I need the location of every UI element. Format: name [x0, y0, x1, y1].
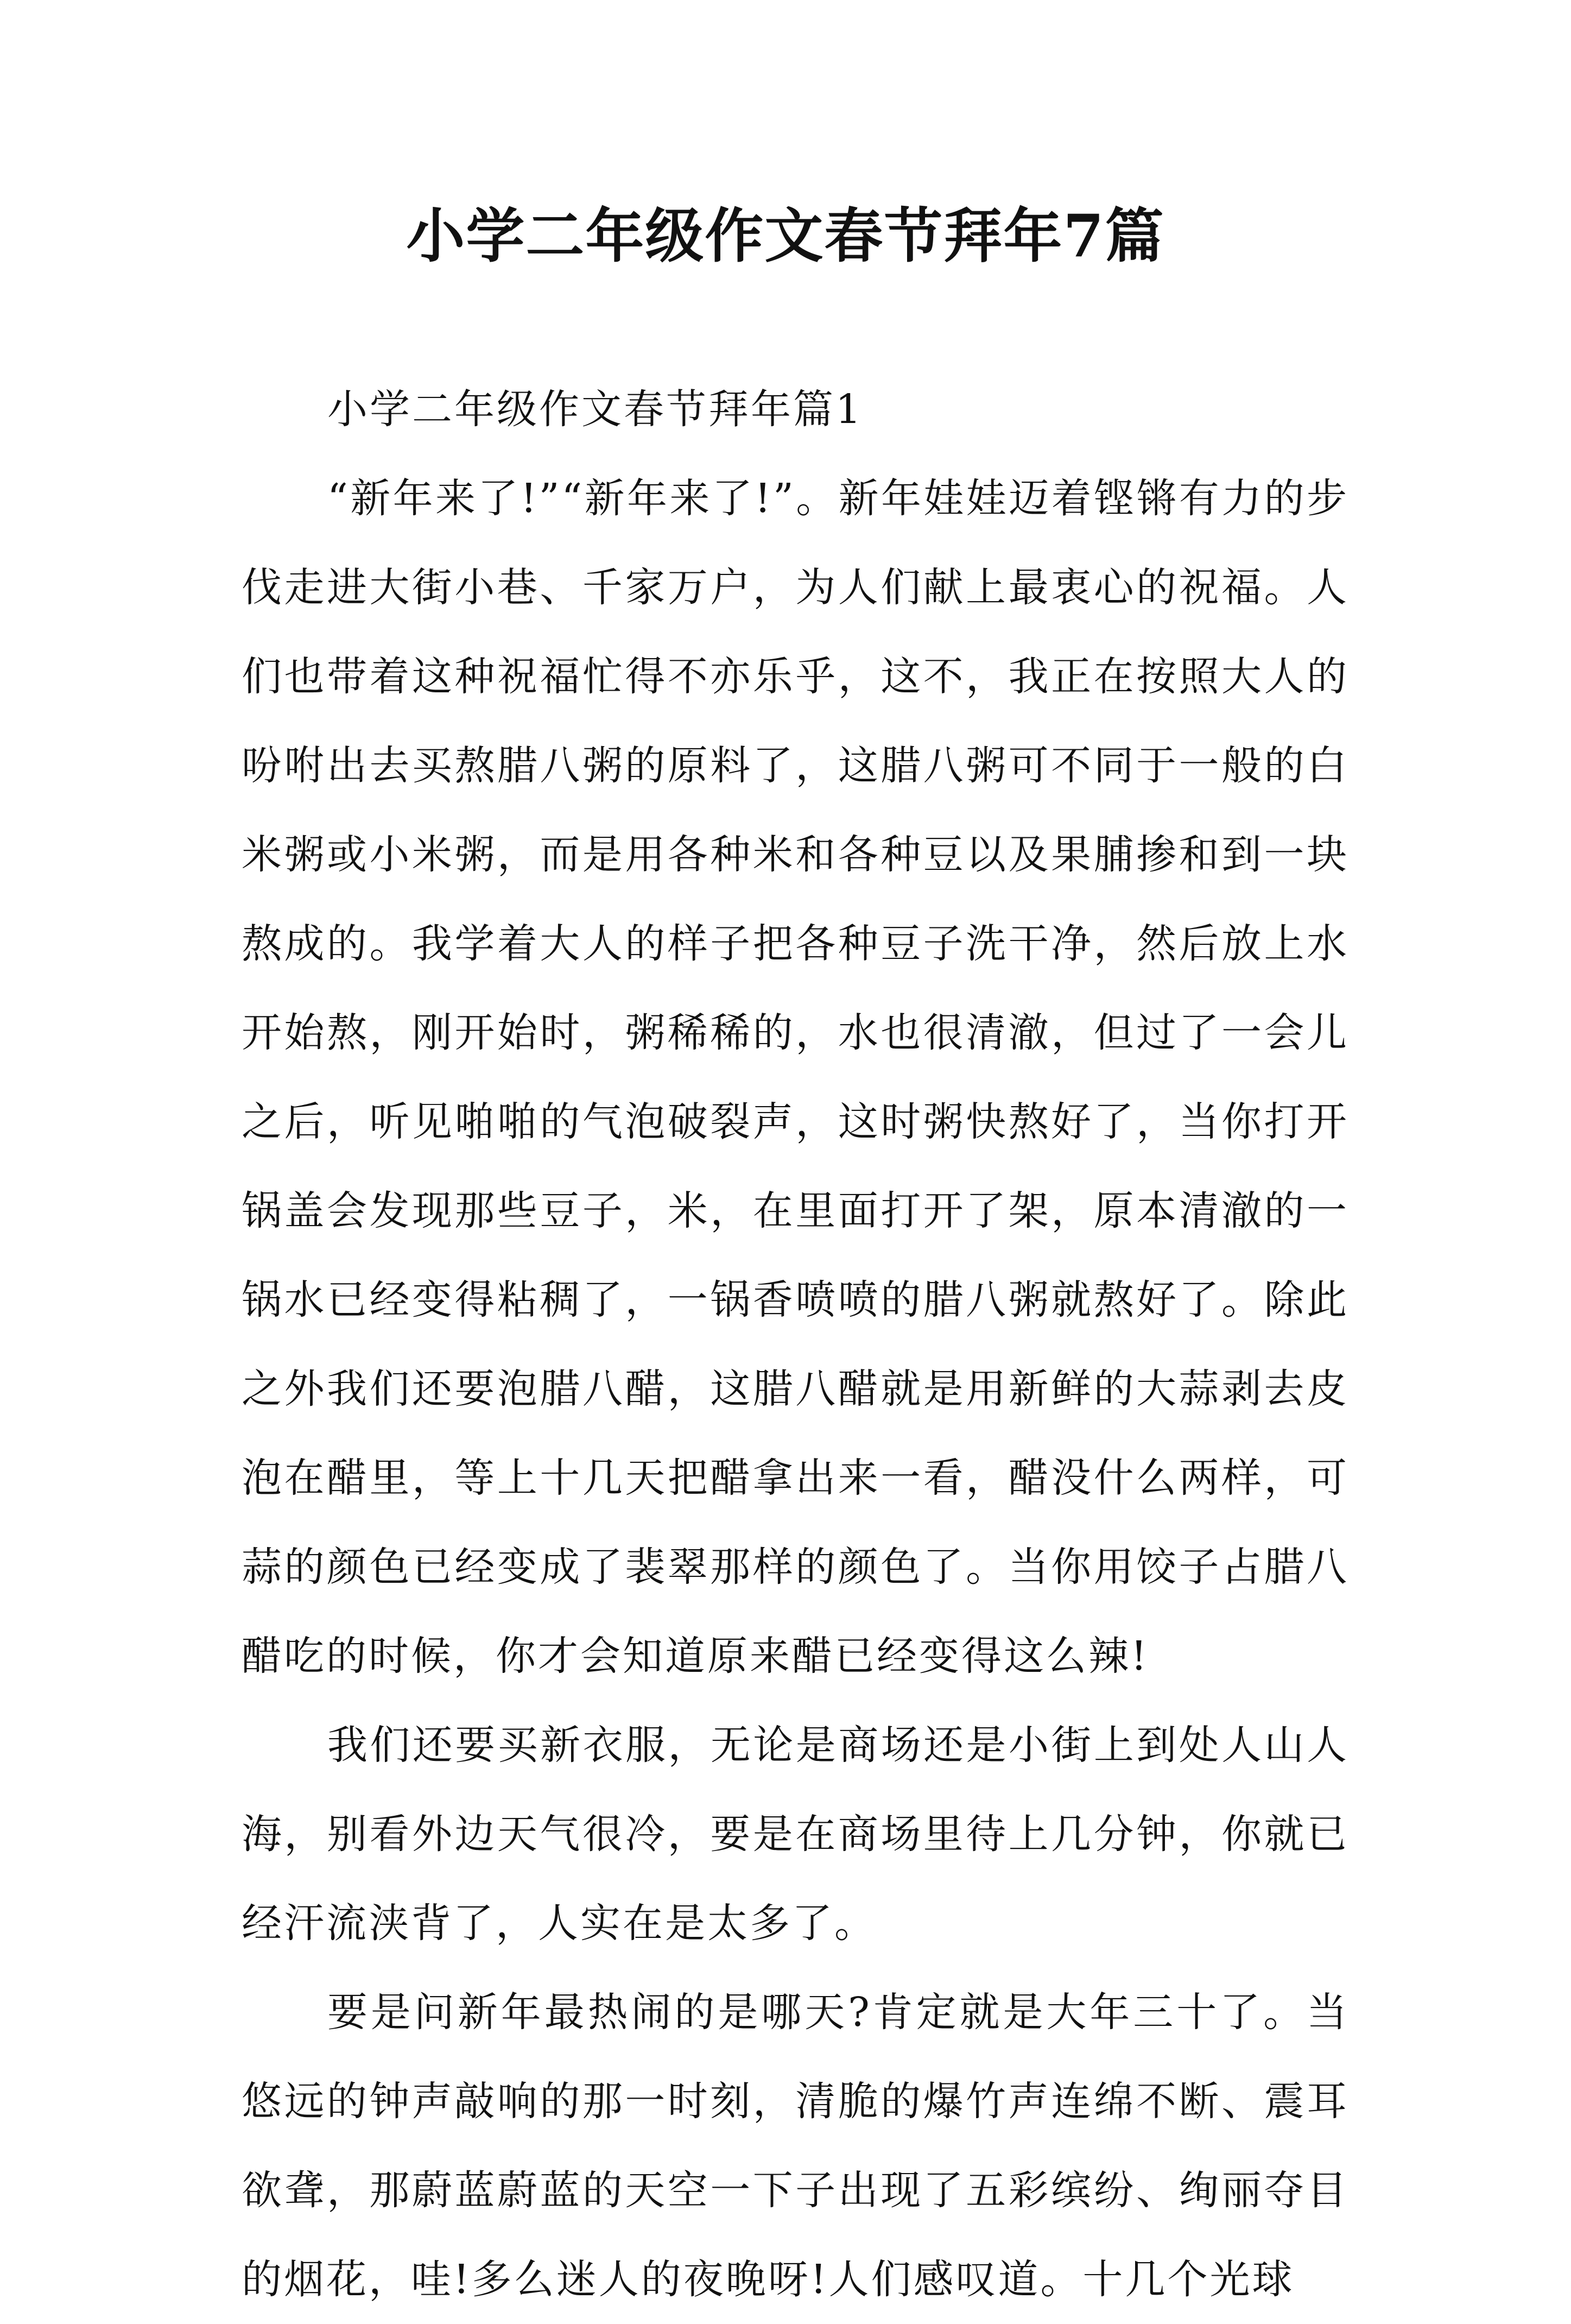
document-title: 小学二年级作文春节拜年7篇 — [406, 202, 1165, 270]
body-paragraph: 我们还要买新衣服，无论是商场还是小街上到处人山人海，别看外边天气很冷，要是在商场里待上几分钟，你就已经汗流浃背了，人实在是太多了。 — [242, 1722, 1349, 1947]
body-paragraph: “新年来了!”“新年来了!”。新年娃娃迈着铿锵有力的步伐走进大街小巷、千家万户，为人们献上最衷心的祝福。人们也带着这种祝福忙得不亦乐乎，这不，我正在按照大人的吩咐出去买熬腊八粥的原料了，这腊八粥可不同于一般的白米粥或小米粥，而是用各种米和各种豆以及果脯掺和到一块熬成的。我学着大人的样子把各种豆子洗干净，然后放上水开始熬，刚开始时，粥稀稀的，水也很清澈，但过了一会儿之后，听见啪啪的气泡破裂声，这时粥快熬好了，当你打开锅盖会发现那些豆子，米，在里面打开了架，原本清澈的一锅水已经变得粘稠了，一锅香喷喷的腊八粥就熬好了。除此之外我们还要泡腊八醋，这腊八醋就是用新鲜的大蒜剥去皮泡在醋里，等上十几天把醋拿出来一看，醋没什么两样，可蒜的颜色已经变成了裴翠那样的颜色了。当你用饺子占腊八醋吃的时候，你才会知道原来醋已经变得这么辣! — [242, 475, 1349, 1679]
body-paragraph: 要是问新年最热闹的是哪天?肯定就是大年三十了。当悠远的钟声敲响的那一时刻，清脆的爆竹声连绵不断、震耳欲聋，那蔚蓝蔚蓝的天空一下子出现了五彩缤纷、绚丽夺目的烟花，哇!多么迷人的夜晚呀!人们感叹道。十几个光球 — [242, 1989, 1349, 2303]
section-heading: 小学二年级作文春节拜年篇1 — [327, 386, 864, 433]
document-body — [242, 365, 1349, 2324]
